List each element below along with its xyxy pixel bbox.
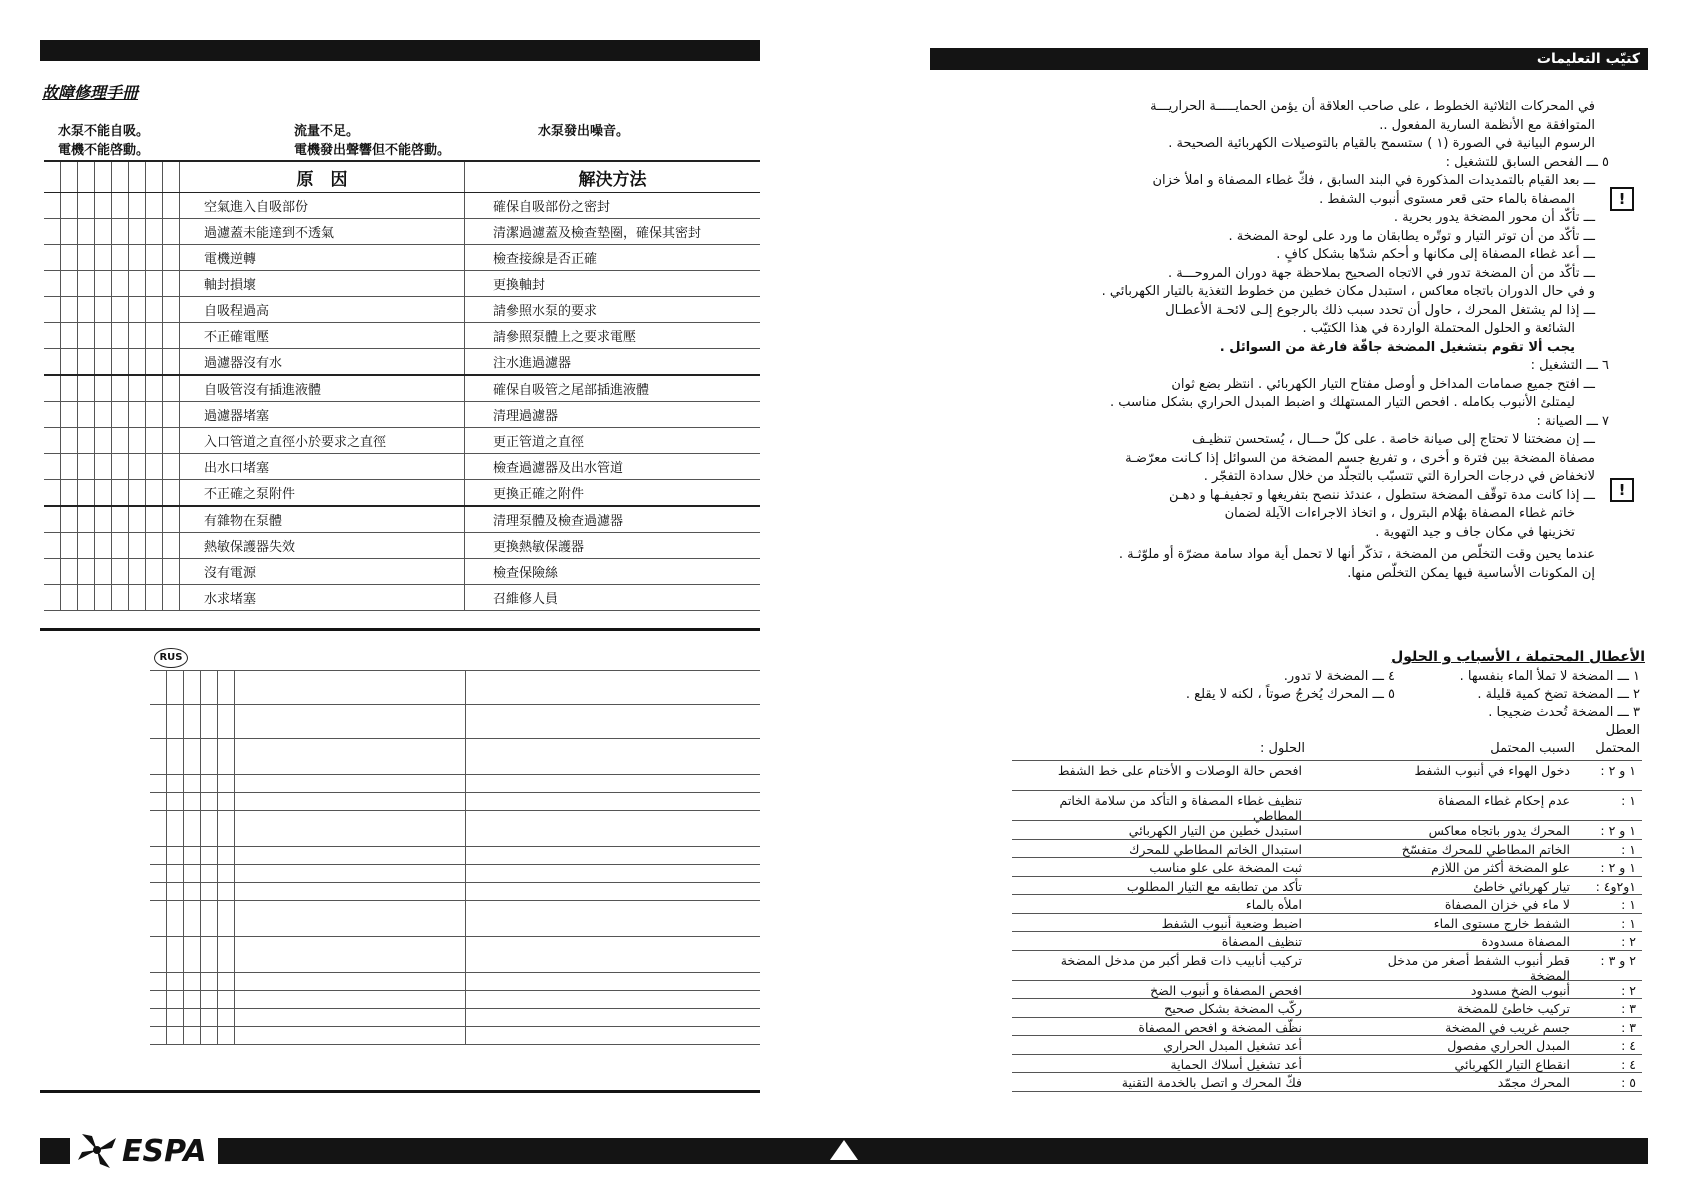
fault-row — [1012, 790, 1642, 821]
fault-code: ١ : — [1621, 841, 1636, 857]
fault-solution: افحص حالة الوصلات و الأختام على خط الشفط — [1057, 763, 1302, 778]
fault-code: ١ و ٢ : — [1600, 823, 1636, 838]
cause-cell: 軸封損壞 — [180, 271, 465, 297]
fault-row — [1012, 980, 1642, 1000]
cause-cell: 過濾器堵塞 — [180, 402, 465, 428]
cause-cell: 入口管道之直徑小於要求之直徑 — [180, 428, 465, 454]
paragraph: إن المكونات الأساسية فيها يمكن التخلّص منها. — [1347, 565, 1595, 581]
symptom-4: 電機不能啓動。 — [58, 143, 150, 158]
paragraph: الشائعة و الحلول المحتملة الواردة في هذا الكتيّب . — [1302, 321, 1575, 336]
symptom-1: 水泵不能自吸。 — [58, 124, 150, 139]
table-row — [44, 349, 760, 376]
fault-row — [1012, 876, 1642, 896]
section-divider — [40, 628, 760, 631]
fault-solution: اضبط وضعية أنبوب الشفط — [1161, 915, 1302, 931]
fault-row — [1012, 998, 1642, 1018]
fault-row — [1012, 913, 1642, 933]
paragraph: ـــ إذا كانت مدة توقّف المضخة ستطول ، عندئذ ننصح بتفريغها و تجفيفـها و دهـن — [1168, 487, 1595, 503]
table-row — [44, 533, 760, 559]
fault-cause: الخاتم المطاطي للمحرك متفسّخ — [1401, 841, 1570, 857]
faults-title: الأعطال المحتملة ، الأسباب و الحلول — [1391, 649, 1645, 665]
solution-cell: 請參照泵體上之要求電壓 — [465, 323, 761, 349]
fault-code: ٤ : — [1621, 1038, 1636, 1053]
fault-code: ٣ : — [1621, 1019, 1636, 1035]
table-row — [44, 585, 760, 611]
fault-solution: تنظيف المصفاة — [1221, 934, 1302, 949]
table-row — [44, 271, 760, 297]
table-row — [44, 428, 760, 454]
fault-solution: افحص المصفاة و أنبوب الضخ — [1150, 982, 1302, 998]
section-heading-7: ٧ ـــ الصيانة : — [1536, 413, 1609, 429]
paragraph: الرسوم البيانية في الصورة (١ ) ستسمح بالقيام بالتوصيلات الكهربائية الصحيحة . — [1168, 136, 1595, 151]
paragraph: ليمتلئ الأنبوب بكامله . افحص التيار المستهلك و اضبط المبدل الحراري بشكل مناسب . — [1109, 395, 1575, 410]
paragraph: ـــ تأكّد من أن توتر التيار و توتّره يطابقان ما ورد على لوحة المضخة . — [1228, 228, 1595, 244]
cause-cell: 有雜物在泵體 — [180, 506, 465, 533]
solution-cell: 檢查接線是否正確 — [465, 245, 761, 271]
solution-cell: 確保自吸部份之密封 — [465, 193, 761, 219]
table-row — [44, 375, 760, 402]
fault-solution: أعد تشغيل المبدل الحراري — [1163, 1038, 1302, 1053]
rus-badge: RUS — [154, 648, 188, 668]
espa-logo — [74, 1130, 214, 1170]
fault-cause: أنبوب الضخ مسدود — [1470, 982, 1570, 998]
fault-row — [1012, 1017, 1642, 1037]
fault-cause: المبدل الحراري مفصول — [1447, 1038, 1570, 1053]
fault-code: ١ و ٢ : — [1600, 860, 1636, 875]
paragraph: ـــ إن مضختنا لا تحتاج إلى صيانة خاصة . على كلّ حـــال ، يُستحسن تنظيـف — [1191, 432, 1595, 447]
cause-cell: 不正確電壓 — [180, 323, 465, 349]
fault-solution: استبدال الخاتم المطاطي للمحرك — [1129, 841, 1302, 857]
fault-cause: لا ماء في خزان المصفاة — [1444, 897, 1570, 912]
fault-code: ٢ : — [1621, 934, 1636, 949]
fault-code: ٢ و ٣ : — [1600, 952, 1636, 968]
fault-code: ١ : — [1621, 897, 1636, 912]
fault-cause: تيار كهربائي خاطئ — [1473, 878, 1570, 894]
left-header-bar — [40, 40, 760, 61]
paragraph: ـــ أعد غطاء المصفاة إلى مكانها و أحكم شدّها بشكل كافٍ . — [1276, 247, 1595, 262]
fault-cause: الشفط خارج مستوى الماء — [1433, 915, 1570, 931]
cause-cell: 自吸程過高 — [180, 297, 465, 323]
fault-row — [1012, 857, 1642, 877]
table-row — [44, 402, 760, 428]
fault-solution: تنظيف غطاء المصفاة و التأكد من سلامة الخاتم المطاطي — [1059, 793, 1302, 823]
paragraph: تخزينها في مكان جاف و جيد التهوية . — [1375, 524, 1575, 540]
arabic-body — [875, 98, 1609, 583]
cause-cell: 自吸管沒有插進液體 — [180, 375, 465, 402]
paragraph: مصفاة المضخة بين فترة و أخرى ، و تفريغ جسم المضخة من السوائل إذا كـانت معرّضـة — [1125, 450, 1595, 466]
paragraph: و في حال الدوران باتجاه معاكس ، استبدل مكان خطين من خطوط التغذية بالتيار الكهربائي . — [1101, 284, 1595, 299]
paragraph: ـــ تأكّد من أن المضخة تدور في الاتجاه الصحيح بملاحظة جهة دوران المروحـــة . — [1167, 265, 1595, 281]
page-triangle-icon — [830, 1140, 858, 1160]
header-solution: 解決方法 — [465, 161, 761, 193]
paragraph: عندما يحين وقت التخلّص من المضخة ، تذكّر أنها لا تحمل أية مواد سامة مضرّة أو ملوّثـة . — [1118, 547, 1595, 562]
fault-row — [1012, 839, 1642, 859]
paragraph: ـــ تأكّد أن محور المضخة يدور بحرية . — [1393, 210, 1595, 225]
fault-code: ١ : — [1621, 915, 1636, 931]
cause-cell: 水求堵塞 — [180, 585, 465, 611]
faults-item-1: ١ ـــ المضخة لا تملأ الماء بنفسها . — [1459, 669, 1640, 684]
cause-cell: 不正確之泵附件 — [180, 480, 465, 507]
col-fault-top: العطل — [1605, 723, 1640, 738]
paragraph: المتوافقة مع الأنظمة السارية المفعول .. — [1379, 117, 1595, 133]
fault-cause: جسم غريب في المضخة — [1445, 1019, 1570, 1035]
solution-cell: 召維修人員 — [465, 585, 761, 611]
cause-cell: 沒有電源 — [180, 559, 465, 585]
fault-cause: علو المضخة أكثر من اللازم — [1431, 860, 1570, 875]
section-heading-6: ٦ ـــ التشغيل : — [1530, 358, 1609, 373]
table-row — [44, 506, 760, 533]
left-bottom-rule — [40, 1090, 760, 1093]
fault-cause: المحرك مجمّد — [1497, 1075, 1570, 1090]
solution-cell: 檢查保險絲 — [465, 559, 761, 585]
fault-code: ٤ : — [1621, 1056, 1636, 1072]
fault-solution: أعد تشغيل أسلاك الحماية — [1170, 1056, 1302, 1072]
fault-solution: استبدل خطين من التيار الكهربائي — [1128, 823, 1302, 838]
warning-icon: ! — [1610, 478, 1634, 502]
brand-name: ESPA — [122, 1134, 207, 1169]
symptom-3: 水泵發出噪音。 — [538, 124, 630, 139]
fault-solution: ركّب المضخة بشكل صحيح — [1164, 1001, 1302, 1016]
fault-row — [1012, 1035, 1642, 1055]
fault-code: ٥ : — [1621, 1075, 1636, 1090]
fault-cause: دخول الهواء في أنبوب الشفط — [1414, 763, 1570, 778]
paragraph: المصفاة بالماء حتى قعر مستوى أنبوب الشفط . — [1319, 191, 1575, 207]
paragraph: لانخفاض في درجات الحرارة التي تتسبّب بالتجلّد من خلال سدادة التفجّر . — [1203, 469, 1595, 484]
paragraph: ـــ إذا لم يشتغل المحرك ، حاول أن تحدد سبب ذلك بالرجوع إلـى لائحـة الأعطـال — [1165, 302, 1595, 318]
symptom-2: 流量不足。 — [294, 124, 360, 139]
header-cause: 原 因 — [180, 161, 465, 193]
warning-icon: ! — [1610, 187, 1634, 211]
fault-cause: انقطاع التيار الكهربائي — [1454, 1056, 1570, 1072]
fault-code: ١ : — [1621, 793, 1636, 808]
solution-cell: 注水進過濾器 — [465, 349, 761, 376]
troubleshooting-title: 故障修理手冊 — [42, 83, 139, 102]
fault-solution: تركيب أنابيب ذات قطر أكبر من مدخل المضخة — [1060, 952, 1302, 968]
symptom-5: 電機發出聲響但不能啓動。 — [294, 143, 451, 158]
solution-cell: 確保自吸管之尾部插進液體 — [465, 375, 761, 402]
cause-cell: 熱敏保護器失效 — [180, 533, 465, 559]
solution-cell: 檢查過濾器及出水管道 — [465, 454, 761, 480]
paragraph: ـــ افتح جميع صمامات المداخل و أوصل مفتاح التيار الكهربائي . انتظر بضع ثوان — [1171, 376, 1595, 392]
solution-cell: 更換正確之附件 — [465, 480, 761, 507]
footer-bar-left — [40, 1138, 70, 1164]
faults-item-3: ٣ ـــ المضخة تُحدث ضجيجا . — [1488, 705, 1640, 720]
table-row — [44, 245, 760, 271]
cause-cell: 空氣進入自吸部份 — [180, 193, 465, 219]
fault-code: ١ و ٢ : — [1600, 763, 1636, 778]
cause-cell: 過濾蓋未能達到不透氣 — [180, 219, 465, 245]
paragraph: ـــ بعد القيام بالتمديدات المذكورة في البند السابق ، فكّ غطاء المصفاة و املأ خزان — [1152, 173, 1595, 188]
solution-cell: 更換軸封 — [465, 271, 761, 297]
fault-cause: تركيب خاطئ للمضخة — [1456, 1001, 1570, 1016]
col-fault-header: المحتمل — [1595, 741, 1640, 756]
fault-row — [1012, 760, 1642, 791]
col-solution-header: الحلول : — [1260, 741, 1305, 756]
rus-empty-table — [150, 670, 760, 1045]
fault-row — [1012, 1054, 1642, 1074]
table-row — [44, 559, 760, 585]
footer-bar-right — [218, 1138, 1648, 1164]
right-header-title: كتيّب التعليمات — [1536, 51, 1640, 67]
table-row — [44, 193, 760, 219]
table-row — [44, 297, 760, 323]
table-row — [44, 323, 760, 349]
cause-cell: 出水口堵塞 — [180, 454, 465, 480]
solution-cell: 清理過濾器 — [465, 402, 761, 428]
fault-row — [1012, 950, 1642, 981]
faults-item-4: ٤ ـــ المضخة لا تدور. — [1283, 669, 1395, 684]
solution-cell: 更正管道之直徑 — [465, 428, 761, 454]
fault-cause: المحرك يدور باتجاه معاكس — [1428, 823, 1570, 838]
table-row — [44, 480, 760, 507]
faults-item-5: ٥ ـــ المحرك يُخرجُ صوتاً ، لكنه لا يقلع . — [1185, 687, 1395, 702]
section-heading-5: ٥ ـــ الفحص السابق للتشغيل : — [1445, 154, 1609, 170]
fault-solution: املأه بالماء — [1245, 897, 1302, 912]
fault-solution: تأكد من تطابقه مع التيار المطلوب — [1126, 878, 1302, 894]
fault-cause: قطر أنبوب الشفط أصغر من مدخل المضخة — [1387, 952, 1570, 983]
warning-bold: يجب ألا تقوم بتشغيل المضخة جافّة فارغة من السوائل . — [1219, 339, 1575, 355]
fault-row — [1012, 894, 1642, 914]
fault-row — [1012, 1072, 1642, 1092]
faults-item-2: ٢ ـــ المضخة تضخ كمية قليلة . — [1477, 687, 1640, 702]
solution-cell: 清潔過濾蓋及檢查墊圈，確保其密封 — [465, 219, 761, 245]
espa-logo-icon — [74, 1130, 120, 1170]
fault-code: ٢ : — [1621, 982, 1636, 998]
table-row — [44, 219, 760, 245]
troubleshooting-table — [44, 160, 760, 611]
solution-cell: 更換熱敏保護器 — [465, 533, 761, 559]
table-row — [44, 454, 760, 480]
fault-cause: المصفاة مسدودة — [1481, 934, 1570, 949]
fault-solution: فكّ المحرك و اتصل بالخدمة التقنية — [1121, 1075, 1302, 1090]
fault-code: ٣ : — [1621, 1001, 1636, 1016]
fault-code: ١و٢و٤ : — [1595, 878, 1636, 894]
fault-cause: عدم إحكام غطاء المصفاة — [1438, 793, 1570, 808]
paragraph: خاتم غطاء المصفاة بهُلام البترول ، و اتخاذ الاجراءات الآيلة لضمان — [1224, 506, 1575, 521]
fault-solution: نظّف المضخة و افحص المصفاة — [1138, 1019, 1302, 1035]
solution-cell: 請參照水泵的要求 — [465, 297, 761, 323]
fault-solution: ثبت المضخة على علو مناسب — [1149, 860, 1302, 875]
fault-row — [1012, 820, 1642, 840]
paragraph: في المحركات الثلاثية الخطوط ، على صاحب العلاقة أن يؤمن الحمايـــــة الحراريـــة — [1150, 99, 1595, 114]
col-cause-header: السبب المحتمل — [1490, 741, 1575, 756]
cause-cell: 過濾器沒有水 — [180, 349, 465, 376]
solution-cell: 清理泵體及檢查過濾器 — [465, 506, 761, 533]
cause-cell: 電機逆轉 — [180, 245, 465, 271]
fault-row — [1012, 931, 1642, 951]
fault-table-end-rule — [1012, 1091, 1642, 1092]
